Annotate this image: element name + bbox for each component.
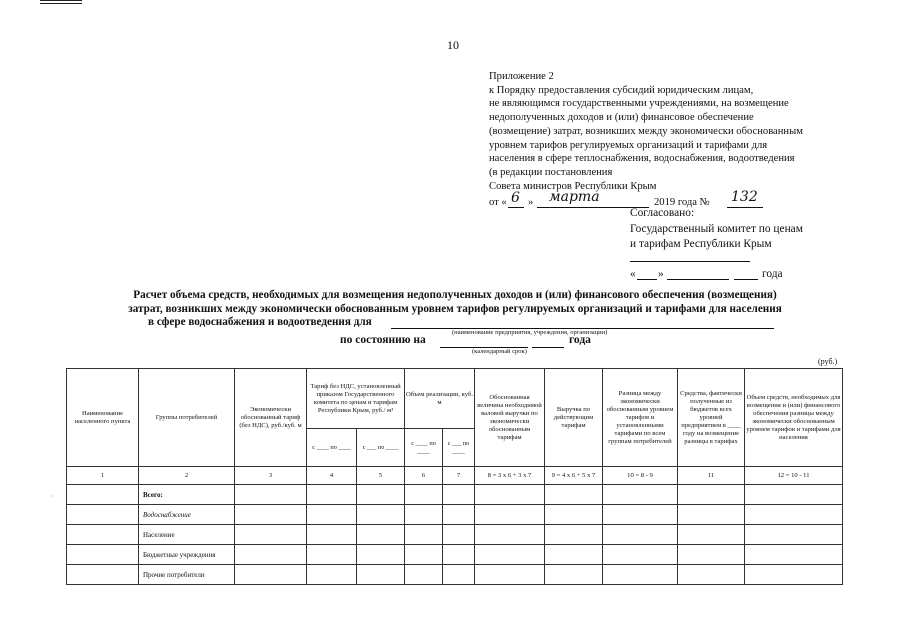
- table-cell: [235, 485, 307, 505]
- table-cell: [307, 505, 357, 525]
- column-number: 7: [443, 467, 475, 485]
- table-cell: [443, 565, 475, 585]
- table-cell: [603, 505, 678, 525]
- appendix-line: населения в сфере теплоснабжения, водоснабжения, водоотведения: [489, 153, 795, 165]
- year-word: года: [762, 267, 783, 280]
- column-number: 1: [67, 467, 139, 485]
- column-number-row: [67, 467, 843, 485]
- appendix-line: недополученных доходов и (или) финансовое обеспечение: [489, 112, 754, 124]
- appendix-line: не являющимся государственными учреждениями, на возмещение: [489, 98, 789, 110]
- date-year: 2019 года №: [654, 197, 710, 209]
- table-cell: [235, 545, 307, 565]
- as-of-year-word: года: [569, 334, 591, 346]
- header-tariff-difference: Разница между экономически обоснованным уровнем тарифов и установленными тарифами по всем группам потребителей: [603, 369, 678, 467]
- appendix-line: Совета министров Республики Крым: [489, 180, 657, 192]
- row-label-water-supply: Водоснабжение: [139, 505, 235, 525]
- appendix-line: уровнем тарифов регулируемых организаций и тарифами для: [489, 139, 768, 151]
- date-mid: »: [528, 197, 534, 209]
- as-of-line: [340, 334, 426, 346]
- title-line: затрат, возникших между экономически обоснованным уровнем тарифов регулируемых организаций и тарифами для населения: [128, 303, 782, 315]
- table-cell: [235, 565, 307, 585]
- date-close-quote: »: [658, 267, 664, 280]
- table-cell: [545, 545, 603, 565]
- margin-mark: ·: [50, 492, 53, 501]
- table-cell: [405, 545, 443, 565]
- date-prefix: от «: [489, 197, 507, 209]
- title-line: в сфере водоснабжения и водоотведения для: [148, 316, 372, 328]
- table-cell: [745, 565, 843, 585]
- period-cell: с ____ по ____: [405, 429, 443, 467]
- column-number: 4: [307, 467, 357, 485]
- appendix-block: [489, 70, 834, 210]
- year-blank: [734, 279, 758, 280]
- column-number: 2: [139, 467, 235, 485]
- settlement-cell: [67, 545, 139, 565]
- table-cell: [745, 545, 843, 565]
- table-cell: [678, 565, 745, 585]
- signature-line-row: [630, 253, 803, 267]
- day-blank: [637, 279, 657, 280]
- title-line: Расчет объема средств, необходимых для возмещения недополученных доходов и (или) финансового обеспечения (возмещения): [133, 289, 777, 301]
- table-cell: [357, 565, 405, 585]
- table-cell: [745, 505, 843, 525]
- top-rule: [40, 0, 82, 4]
- day-underline: [508, 207, 524, 208]
- table-cell: [678, 485, 745, 505]
- header-required-funds: Объем средств, необходимых для возмещения и (или) финансового обеспечения разницы между экономически обоснованным уровнем тарифов и тарифами для населения: [745, 369, 843, 467]
- header-gross-revenue: Обоснованная величина необходимой валовой выручки по экономически обоснованным тарифам: [475, 369, 545, 467]
- header-consumer-groups: Группы потребителей: [139, 369, 235, 467]
- table-cell: [443, 525, 475, 545]
- document-title: [60, 288, 850, 316]
- column-number: 6: [405, 467, 443, 485]
- table-cell: [678, 545, 745, 565]
- period-cell: с ___ по ____: [357, 429, 405, 467]
- table-cell: [443, 505, 475, 525]
- period-cell: с ___ по ____: [443, 429, 475, 467]
- table-cell: [357, 525, 405, 545]
- table-cell: [475, 565, 545, 585]
- date-open-quote: «: [630, 267, 636, 280]
- header-set-tariff: Тариф без НДС, установленный приказом Государственного комитета по ценам и тарифам Республики Крым, руб./ м³: [307, 369, 405, 429]
- table-cell: [235, 505, 307, 525]
- signature-line: [630, 261, 750, 262]
- title-line-3: [148, 316, 372, 328]
- table-cell: [307, 525, 357, 545]
- table-cell: [357, 505, 405, 525]
- table-cell: [357, 485, 405, 505]
- approval-authority-line: Государственный комитет по ценам: [630, 222, 803, 235]
- settlement-cell: [67, 565, 139, 585]
- approval-title: Согласовано:: [630, 207, 695, 219]
- calendar-term-note: (календарный срок): [472, 348, 527, 355]
- table-cell: [357, 545, 405, 565]
- table-cell: [678, 525, 745, 545]
- table-cell: [545, 525, 603, 545]
- doc-number: 132: [731, 189, 758, 206]
- column-number: 9 = 4 x 6 + 5 x 7: [545, 467, 603, 485]
- year-blank: [532, 347, 564, 348]
- table-row: [67, 565, 843, 585]
- approval-date-line: [630, 267, 803, 283]
- table-cell: [307, 545, 357, 565]
- table-cell: [475, 485, 545, 505]
- settlement-cell: [67, 505, 139, 525]
- as-of-label: по состоянию на: [340, 334, 426, 346]
- header-settlement: Наименование населенного пункта: [67, 369, 139, 467]
- table-cell: [475, 545, 545, 565]
- table-cell: [603, 525, 678, 545]
- table-cell: [405, 505, 443, 525]
- table-cell: [545, 505, 603, 525]
- table-cell: [307, 485, 357, 505]
- header-row: [67, 369, 843, 429]
- table-cell: [603, 565, 678, 585]
- header-actual-revenue: Выручка по действующим тарифам: [545, 369, 603, 467]
- table-cell: [678, 505, 745, 525]
- table-cell: [443, 485, 475, 505]
- header-budget-funds: Средства, фактически полученные из бюджетов всех уровней предприятием в ____ году на возмещение разницы в тарифах: [678, 369, 745, 467]
- appendix-line: (возмещение) затрат, возникших между экономически обоснованным: [489, 125, 803, 137]
- table-cell: [475, 525, 545, 545]
- table-row: [67, 485, 843, 505]
- settlement-cell: [67, 485, 139, 505]
- table-row: [67, 525, 843, 545]
- table-cell: [745, 525, 843, 545]
- calculation-table: [66, 368, 843, 585]
- table-cell: [235, 525, 307, 545]
- column-number: 5: [357, 467, 405, 485]
- table-cell: [307, 565, 357, 585]
- table-cell: [545, 565, 603, 585]
- table-cell: [475, 505, 545, 525]
- column-number: 11: [678, 467, 745, 485]
- table-cell: [745, 485, 843, 505]
- period-cell: с ____ по ____: [307, 429, 357, 467]
- header-economic-tariff: Экономически обоснованный тариф (без НДС), руб./куб. м: [235, 369, 307, 467]
- settlement-cell: [67, 525, 139, 545]
- row-label-other-consumers: Прочие потребители: [139, 565, 235, 585]
- page-number: 10: [447, 38, 459, 52]
- currency-unit: (руб.): [818, 357, 838, 366]
- table-cell: [405, 525, 443, 545]
- header-sales-volume: Объем реализации, куб. м: [405, 369, 475, 429]
- table-cell: [603, 545, 678, 565]
- table-cell: [603, 485, 678, 505]
- appendix-line: (в редакции постановления: [489, 166, 613, 178]
- appendix-line: к Порядку предоставления субсидий юридическим лицам,: [489, 84, 754, 96]
- column-number: 3: [235, 467, 307, 485]
- table-cell: [545, 485, 603, 505]
- date-day: 6: [511, 190, 520, 207]
- table-cell: [405, 565, 443, 585]
- approval-authority-line: и тарифам Республики Крым: [630, 238, 772, 250]
- column-number: 10 = 8 - 9: [603, 467, 678, 485]
- date-month: марта: [549, 189, 600, 206]
- organization-note: (наименование предприятия, учреждения, организации): [452, 329, 608, 336]
- appendix-line: Приложение 2: [489, 71, 554, 82]
- row-label-total: Всего:: [139, 485, 235, 505]
- table-row: [67, 505, 843, 525]
- column-number: 8 = 3 x 6 + 3 x 7: [475, 467, 545, 485]
- table-cell: [405, 485, 443, 505]
- approval-block: [630, 206, 803, 283]
- table-row: [67, 545, 843, 565]
- row-label-population: Население: [139, 525, 235, 545]
- column-number: 12 = 10 - 11: [745, 467, 843, 485]
- month-blank: [667, 279, 729, 280]
- table-cell: [443, 545, 475, 565]
- row-label-budget-institutions: Бюджетные учреждения: [139, 545, 235, 565]
